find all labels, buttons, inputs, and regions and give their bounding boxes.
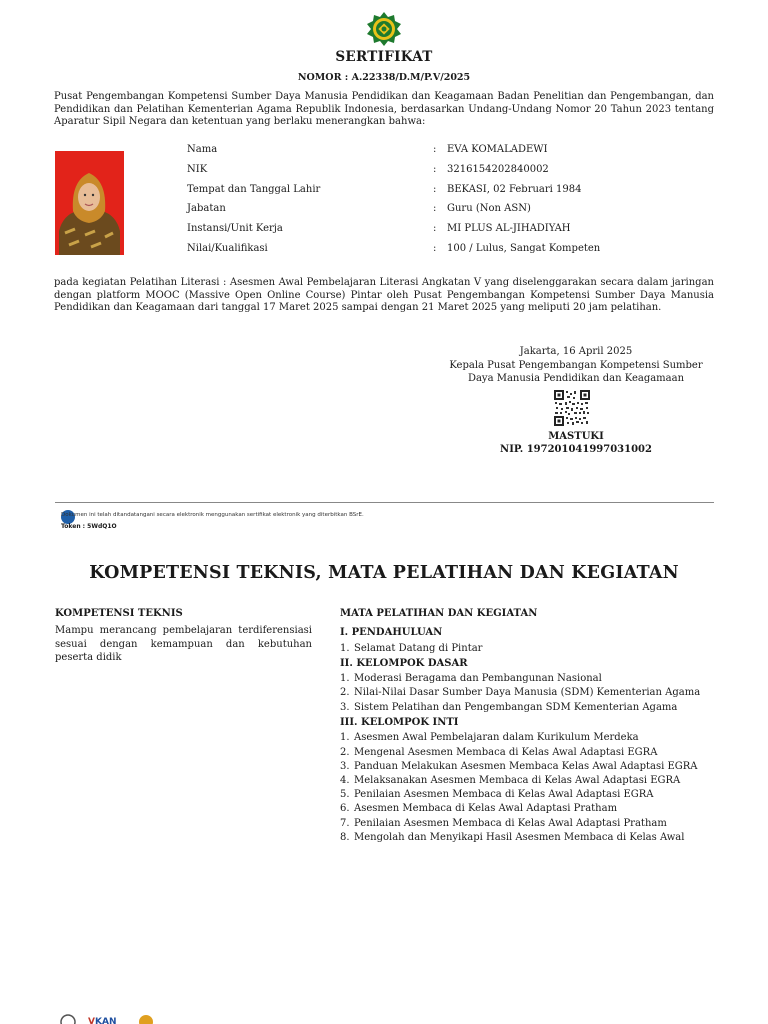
item-number: 2.	[340, 687, 350, 699]
field-colon: :	[433, 242, 437, 254]
item-number: 5.	[340, 789, 350, 801]
list-item	[340, 701, 714, 714]
qr-code-icon	[554, 390, 590, 426]
svg-text:KAN: KAN	[95, 1017, 117, 1024]
kompetensi-description: Mampu merancang pembelajaran terdiferensiasi sesuai dengan kemampuan dan kebutuhan peserta didik	[55, 625, 312, 663]
list-item	[340, 802, 714, 815]
participant-photo	[55, 151, 124, 255]
item-number: 1.	[340, 732, 350, 744]
course-section	[340, 627, 714, 655]
field-label: NIK	[187, 164, 208, 176]
field-value: 3216154202840002	[447, 164, 549, 176]
item-number: 6.	[340, 803, 350, 815]
field-value: MI PLUS AL-JIHADIYAH	[447, 223, 571, 235]
signatory-nip: NIP. 197201041997031002	[500, 444, 652, 455]
field-colon: :	[433, 144, 437, 156]
divider	[55, 502, 714, 503]
item-text: Moderasi Beragama dan Pembangunan Nasional	[354, 673, 602, 685]
course-section	[340, 658, 714, 714]
list-item	[340, 831, 714, 844]
item-text: Mengolah dan Menyikapi Hasil Asesmen Membaca di Kelas Awal	[354, 831, 685, 843]
section-list	[340, 627, 714, 844]
list-item	[340, 686, 714, 699]
item-text: Penilaian Asesmen Membaca di Kelas Awal Adaptasi EGRA	[354, 789, 654, 801]
item-number: 7.	[340, 817, 350, 829]
field-label: Instansi/Unit Kerja	[187, 223, 283, 235]
certificate-number: NOMOR : A.22338/D.M/P.V/2025	[297, 72, 471, 83]
field-row	[187, 160, 717, 180]
item-text: Melaksanakan Asesmen Membaca di Kelas Awal Adaptasi EGRA	[354, 774, 681, 786]
item-text: Penilaian Asesmen Membaca di Kelas Awal Adaptasi Pratham	[354, 817, 667, 829]
item-text: Panduan Melakukan Asesmen Membaca Kelas Awal Adaptasi EGRA	[354, 760, 698, 772]
item-text: Asesmen Awal Pembelajaran dalam Kurikulum Merdeka	[354, 732, 639, 744]
signature-date: Jakarta, 16 April 2025	[519, 346, 633, 357]
list-item	[340, 642, 714, 655]
body-paragraph: pada kegiatan Pelatihan Literasi : Asesmen Awal Pembelajaran Literasi Angkatan V yang diselenggarakan secara dalam jaringan dengan platform MOOC (Massive Open Online Course) Pintar oleh Pusat Pengembangan Kompetensi Sumber Daya Manusia Pendidikan dan Keagamaan dari tanggal 17 Maret 2025 sampai dengan 21 Maret 2025 yang meliputi 20 jam pelatihan.	[54, 277, 714, 313]
item-number: 3.	[340, 760, 350, 772]
item-number: 1.	[340, 642, 350, 654]
signature-block	[430, 345, 722, 386]
section-title: II. KELOMPOK DASAR	[340, 657, 468, 669]
list-item	[340, 788, 714, 801]
signatory-name: MASTUKI	[548, 431, 604, 442]
participant-details	[187, 140, 717, 258]
field-colon: :	[433, 203, 437, 215]
field-row	[187, 179, 717, 199]
list-item	[340, 672, 714, 685]
field-value: EVA KOMALADEWI	[447, 144, 548, 156]
signature-position-line2: Daya Manusia Pendidikan dan Keagamaan	[467, 373, 685, 384]
esign-token: Token : 5WdQ1O	[61, 523, 117, 530]
item-text: Asesmen Membaca di Kelas Awal Adaptasi Pratham	[354, 803, 618, 815]
field-value: Guru (Non ASN)	[447, 203, 531, 215]
field-label: Jabatan	[187, 203, 226, 215]
certificate-title: SERTIFIKAT	[335, 49, 433, 65]
course-section	[340, 717, 714, 844]
esign-note: Dokumen ini telah ditandatangani secara elektronik menggunakan sertifikat elektronik yang diterbitkan BSrE.	[61, 512, 364, 518]
list-item	[340, 731, 714, 744]
mata-pelatihan-block	[340, 608, 714, 847]
field-row	[187, 219, 717, 239]
field-colon: :	[433, 223, 437, 235]
item-text: Selamat Datang di Pintar	[354, 642, 483, 654]
footer-logos-icon	[56, 1012, 166, 1024]
mata-pelatihan-title: MATA PELATIHAN DAN KEGIATAN	[340, 608, 538, 619]
list-item	[340, 817, 714, 830]
field-label: Nama	[187, 144, 218, 156]
list-item	[340, 746, 714, 759]
field-row	[187, 238, 717, 258]
list-item	[340, 774, 714, 787]
kemenag-emblem-icon	[366, 11, 402, 47]
field-label: Tempat dan Tanggal Lahir	[187, 183, 321, 195]
item-number: 8.	[340, 831, 350, 843]
item-number: 1.	[340, 673, 350, 685]
list-item	[340, 760, 714, 773]
field-colon: :	[433, 164, 437, 176]
item-number: 3.	[340, 701, 350, 713]
field-row	[187, 199, 717, 219]
section-title: III. KELOMPOK INTI	[340, 716, 459, 728]
item-number: 4.	[340, 774, 350, 786]
field-value: 100 / Lulus, Sangat Kompeten	[447, 242, 601, 254]
section-title: I. PENDAHULUAN	[340, 627, 443, 638]
item-number: 2.	[340, 746, 350, 758]
item-text: Sistem Pelatihan dan Pengembangan SDM Kementerian Agama	[354, 701, 678, 713]
kompetensi-title: KOMPETENSI TEKNIS	[55, 608, 183, 619]
item-text: Nilai-Nilai Dasar Sumber Daya Manusia (SDM) Kementerian Agama	[354, 687, 701, 699]
page2-title: KOMPETENSI TEKNIS, MATA PELATIHAN DAN KEGIATAN	[89, 563, 679, 583]
item-text: Mengenal Asesmen Membaca di Kelas Awal Adaptasi EGRA	[354, 746, 658, 758]
svg-text:V: V	[88, 1017, 95, 1024]
field-value: BEKASI, 02 Februari 1984	[447, 183, 582, 195]
field-colon: :	[433, 183, 437, 195]
field-label: Nilai/Kualifikasi	[187, 242, 268, 254]
field-row	[187, 140, 717, 160]
signature-position-line1: Kepala Pusat Pengembangan Kompetensi Sumber	[449, 359, 703, 371]
intro-paragraph: Pusat Pengembangan Kompetensi Sumber Daya Manusia Pendidikan dan Keagamaan Badan Penelitian dan Pengembangan, dan Pendidikan dan Pelatihan Kementerian Agama Republik Indonesia, berdasarkan Undang-Undang Nomor 20 Tahun 2023 tentang Aparatur Sipil Negara dan ketentuan yang berlaku menerangkan bahwa:	[54, 91, 714, 127]
